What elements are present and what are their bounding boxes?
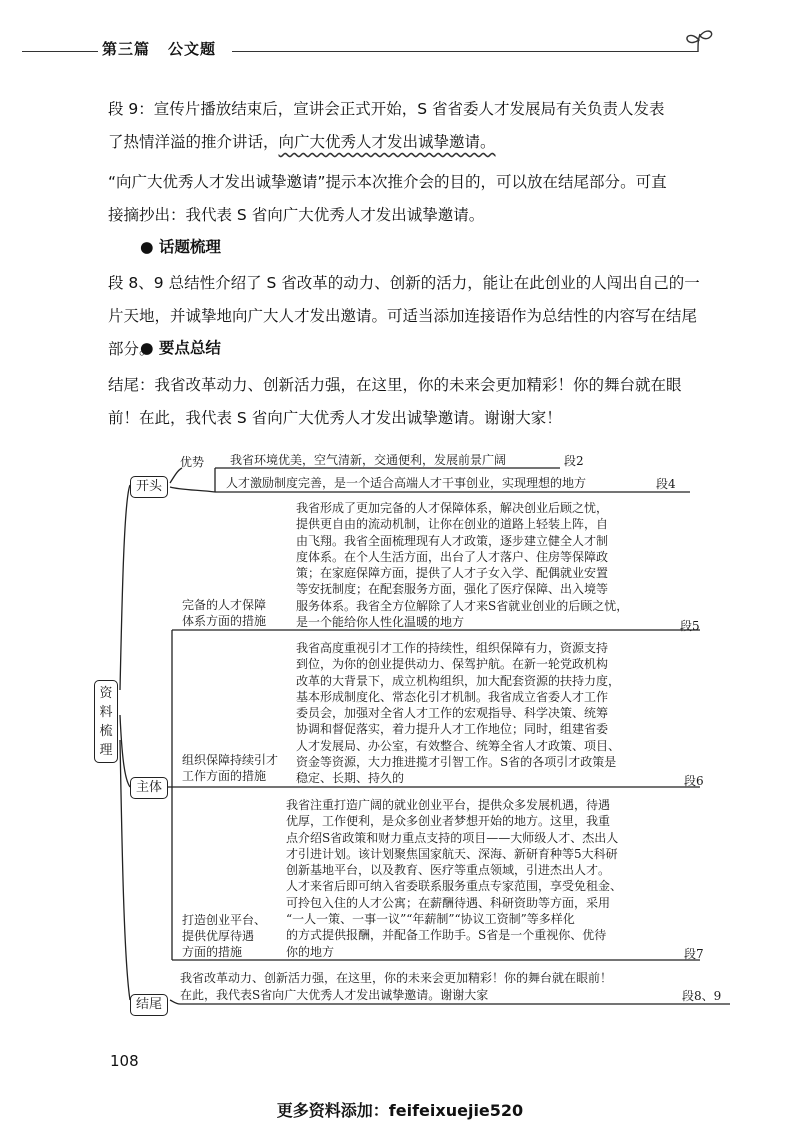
branch-2-text-line: 稳定、长期、持久的 [296, 771, 405, 786]
ending-line-1: 我省改革动力、创新活力强，在这里，你的未来会更加精彩！你的舞台就在眼前！ [180, 971, 613, 985]
branch-3-text-line: 可拎包入住的人才公寓；在薪酬待遇、科研资助等方面，采用 [286, 895, 611, 910]
paragraph-3-line-1: 段 8、9 总结性介绍了 S 省改革的动力、创新的活力，能让在此创业的人闯出自己的一 [108, 274, 700, 292]
branch-2-text-line: 我省高度重视引才工作的持续性，组织保障有力，资源支持 [296, 641, 609, 655]
branch-1-text-line: 提供更自由的流动机制，让你在创业的道路上轻装上阵，自 [296, 517, 609, 532]
opening-ref-1: 段2 [564, 454, 584, 468]
branch-2-label [182, 752, 278, 784]
branch-3-label-line: 方面的措施 [182, 945, 243, 959]
branch-1-label [182, 597, 266, 629]
branch-1-label-line: 体系方面的措施 [182, 614, 267, 628]
branch-2-ref: 段6 [684, 774, 704, 788]
branch-2-text [296, 640, 620, 787]
branch-3-text-line: 的方式提供报酬，并配备工作助手。S省是一个重视你、优待 [286, 928, 607, 943]
branch-2-text-line: 资金等资源，大力推进揽才引智工作。S省的各项引才政策是 [296, 755, 617, 770]
paragraph-4-line-2: 前！在此，我代表 S 省向广大优秀人才发出诚挚邀请。谢谢大家！ [108, 409, 562, 427]
branch-2-text-line: 基本形成制度化、常态化引才机制。我省成立省委人才工作 [296, 689, 609, 704]
ending-ref: 段8、9 [682, 989, 722, 1003]
header-title: 公文题 [168, 40, 217, 58]
branch-3-label [182, 912, 266, 960]
opening-line-1: 我省环境优美，空气清新，交通便利，发展前景广阔 [230, 453, 507, 467]
branch-3-text-line: “一人一策、一事一议”“年薪制”“协议工资制”等多样化 [286, 912, 575, 927]
branch-2-label-line: 组织保障持续引才 [182, 753, 279, 767]
highlighted-quote: 向广大优秀人才发出诚挚邀请。 [278, 133, 496, 151]
root-char-2: 料 [99, 705, 113, 720]
branch-3-text-line: 你的地方 [286, 944, 335, 959]
branch-1-text [296, 500, 628, 630]
branch-2-text-line: 改革的大背景下，成立机构组织，加大配套资源的扶持力度， [296, 673, 621, 688]
branch-3-label-line: 打造创业平台、 [182, 913, 267, 927]
branch-3-ref: 段7 [684, 947, 704, 961]
branch-3-text-line: 我省注重打造广阔的就业创业平台，提供众多发展机遇，待遇 [286, 798, 611, 812]
branch-3-text-line: 创新基地平台，以及教育、医疗等重点领域，引进杰出人才。 [286, 863, 611, 878]
branch-1-label-line: 完备的人才保障 [182, 598, 267, 612]
branch-3-text [286, 797, 622, 960]
branch-1-text-line: 度体系。在个人生活方面，出台了人才落户、住房等保障政 [296, 549, 609, 564]
branch-3-text-line: 点介绍S省政策和财力重点支持的项目——大师级人才、杰出人 [286, 830, 619, 845]
footer-note: 更多资料添加：feifeixuejie520 [276, 1101, 524, 1120]
ending-box: 结尾 [130, 994, 168, 1016]
branch-1-text-line: 由飞翔。我省全面梳理现有人才政策，逐步建立健全人才制 [296, 533, 609, 548]
opening-line-2: 人才激励制度完善，是一个适合高端人才干事创业，实现理想的地方 [226, 476, 587, 490]
paragraph-1-line-1: 段 9：宣传片播放结束后，宣讲会正式开始，S 省省委人才发展局有关负责人发表 [108, 100, 665, 118]
branch-3-text-line: 才引进计划。该计划聚焦国家航天、深海、新研育种等5大科研 [286, 846, 618, 861]
branch-2-text-line: 到位，为你的创业提供动力、保驾护航。在新一轮党政机构 [296, 657, 609, 672]
paragraph-4-line-1: 结尾：我省改革动力、创新活力强，在这里，你的未来会更加精彩！你的舞台就在眼 [108, 376, 682, 394]
branch-2-text-line: 委员会，加强对全省人才工作的宏观指导、科学决策、统筹 [296, 706, 609, 721]
branch-3-text-line: 人才来省后即可纳入省委联系服务重点专家范围，享受免租金、 [286, 879, 623, 894]
paragraph-2-line-2: 接摘抄出：我代表 S 省向广大优秀人才发出诚挚邀请。 [108, 206, 485, 224]
header-section: 第三篇 [102, 40, 151, 58]
paragraph-2-line-1: “向广大优秀人才发出诚挚邀请”提示本次推介会的目的，可以放在结尾部分。可直 [108, 173, 667, 191]
branch-1-ref: 段5 [680, 619, 700, 633]
root-char-4: 理 [99, 743, 113, 758]
branch-2-text-line: 人才发展局、办公室，有效整合、统筹全省人才政策、项目、 [296, 738, 621, 753]
paragraph-1-text: 了热情洋溢的推介讲话， [108, 133, 279, 151]
mindmap-root [94, 680, 118, 763]
branch-1-text-line: 我省形成了更加完备的人才保障体系，解决创业后顾之忧， [296, 501, 609, 515]
branch-3-label-line: 提供优厚待遇 [182, 929, 255, 943]
ending-line-2: 在此，我代表S省向广大优秀人才发出诚挚邀请。谢谢大家 [180, 988, 489, 1002]
branch-1-text-line: 等安抚制度；在配套服务方面，强化了医疗保障、出入境等 [296, 582, 609, 597]
branch-1-text-line: 是一个能给你人性化温暖的地方 [296, 615, 465, 630]
paragraph-3-line-2: 片天地，并诚挚地向广大人才发出邀请。可适当添加连接语作为总结性的内容写在结尾部分。 [108, 307, 698, 358]
root-char-3: 梳 [99, 724, 113, 739]
branch-2-label-line: 工作方面的措施 [182, 769, 267, 783]
summary-heading: ● 要点总结 [140, 339, 221, 357]
opening-sub-label: 优势 [180, 455, 205, 469]
body-box: 主体 [130, 777, 168, 799]
branch-1-text-line: 策；在家庭保障方面，提供了人才子女入学、配偶就业安置 [296, 566, 609, 581]
topic-heading: ● 话题梳理 [140, 238, 221, 256]
opening-box: 开头 [130, 476, 168, 498]
branch-2-text-line: 协调和督促落实，着力提升人才工作地位；同时，组建省委 [296, 722, 609, 737]
branch-1-text-line: 服务体系。我省全方位解除了人才来S省就业创业的后顾之忧， [296, 598, 629, 613]
branch-3-text-line: 优厚，工作便利，是众多创业者梦想开始的地方。这里，我重 [286, 814, 611, 829]
root-char-1: 资 [99, 686, 113, 701]
page-number: 108 [110, 1052, 139, 1070]
opening-ref-2: 段4 [656, 477, 676, 491]
